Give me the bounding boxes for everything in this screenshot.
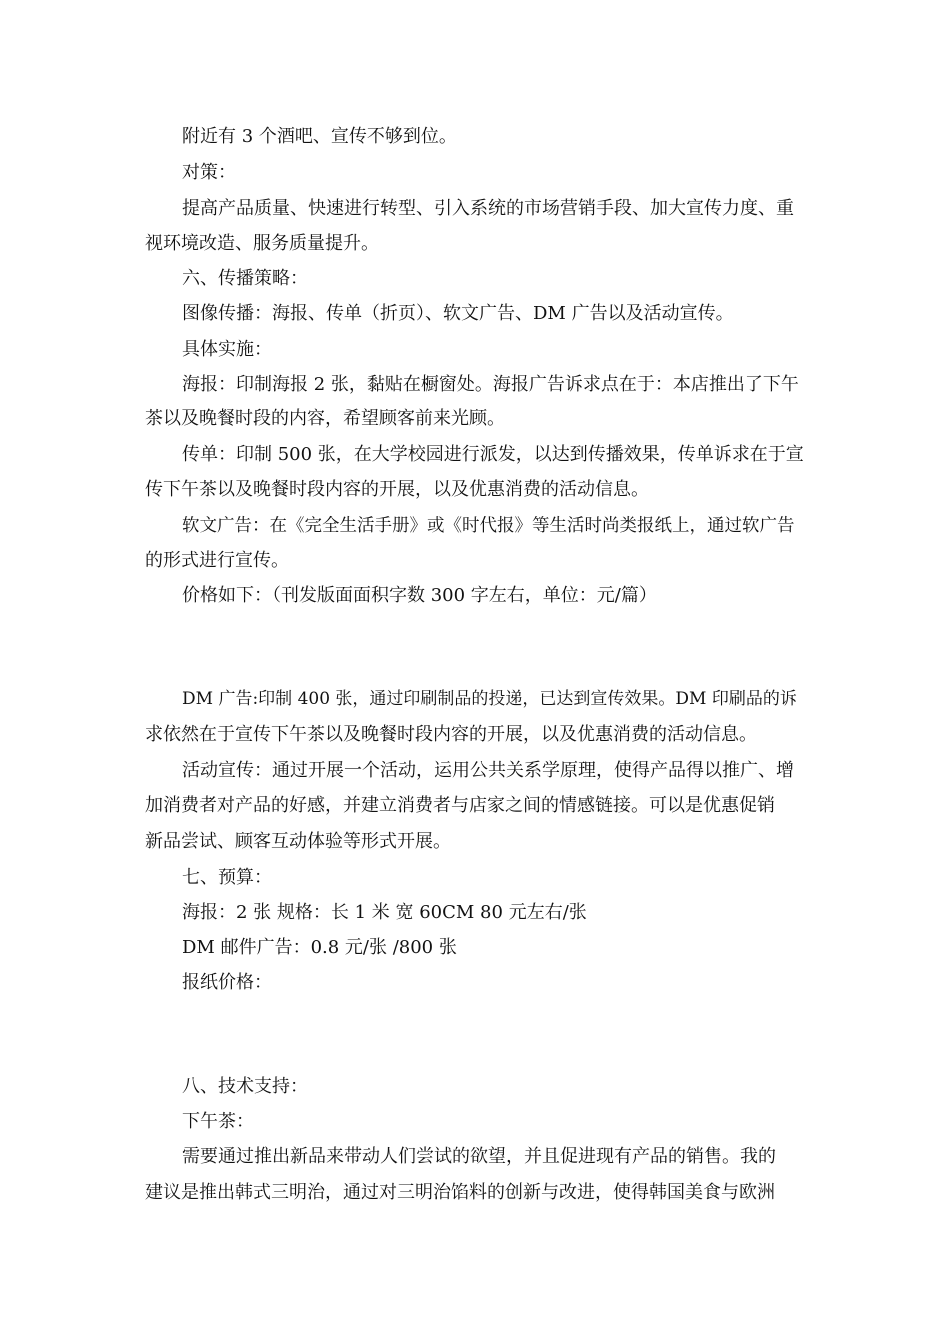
text-line: 求依然在于宣传下午茶以及晚餐时段内容的开展，以及优惠消费的活动信息。 bbox=[145, 724, 757, 745]
text-line: 的形式进行宣传。 bbox=[145, 550, 289, 571]
text-line: 下午茶： bbox=[182, 1111, 254, 1132]
text-line: 提高产品质量、快速进行转型、引入系统的市场营销手段、加大宣传力度、重 bbox=[182, 198, 794, 219]
text-line: 对策： bbox=[182, 162, 236, 183]
section-heading: 八、技术支持： bbox=[182, 1076, 308, 1097]
text-line: 报纸价格： bbox=[182, 972, 272, 993]
section-heading: 七、预算： bbox=[182, 867, 272, 888]
text-line: DM 邮件广告：0.8 元/张 /800 张 bbox=[182, 937, 457, 958]
text-line: 活动宣传：通过开展一个活动，运用公共关系学原理，使得产品得以推广、增 bbox=[182, 760, 794, 781]
text-line: 海报：印制海报 2 张，黏贴在橱窗处。海报广告诉求点在于：本店推出了下午 bbox=[182, 374, 799, 395]
text-line: 软文广告：在《完全生活手册》或《时代报》等生活时尚类报纸上，通过软广告 bbox=[182, 516, 795, 536]
text-line: 价格如下：（刊发版面面积字数 300 字左右，单位：元/篇） bbox=[182, 585, 657, 606]
text-line: 海报：2 张 规格：长 1 米 宽 60CM 80 元左右/张 bbox=[182, 902, 587, 923]
text-line: DM 广告:印制 400 张，通过印刷制品的投递，已达到宣传效果。DM 印刷品的诉 bbox=[182, 689, 797, 709]
text-line: 新品尝试、顾客互动体验等形式开展。 bbox=[145, 831, 451, 852]
text-line: 茶以及晚餐时段的内容，希望顾客前来光顾。 bbox=[145, 408, 505, 429]
text-line: 视环境改造、服务质量提升。 bbox=[145, 233, 379, 254]
text-line: 建议是推出韩式三明治，通过对三明治馅料的创新与改进，使得韩国美食与欧洲 bbox=[145, 1182, 775, 1203]
section-heading: 六、传播策略： bbox=[182, 268, 308, 289]
text-line: 需要通过推出新品来带动人们尝试的欲望，并且促进现有产品的销售。我的 bbox=[182, 1146, 776, 1167]
text-line: 加消费者对产品的好感，并建立消费者与店家之间的情感链接。可以是优惠促销 bbox=[145, 795, 775, 816]
text-line: 传下午茶以及晚餐时段内容的开展，以及优惠消费的活动信息。 bbox=[145, 479, 649, 500]
text-line: 具体实施： bbox=[182, 339, 272, 360]
text-line: 传单：印制 500 张，在大学校园进行派发，以达到传播效果，传单诉求在于宣 bbox=[182, 444, 804, 465]
text-line: 图像传播：海报、传单（折页）、软文广告、DM 广告以及活动宣传。 bbox=[182, 303, 734, 324]
text-line: 附近有 3 个酒吧、宣传不够到位。 bbox=[182, 126, 457, 147]
